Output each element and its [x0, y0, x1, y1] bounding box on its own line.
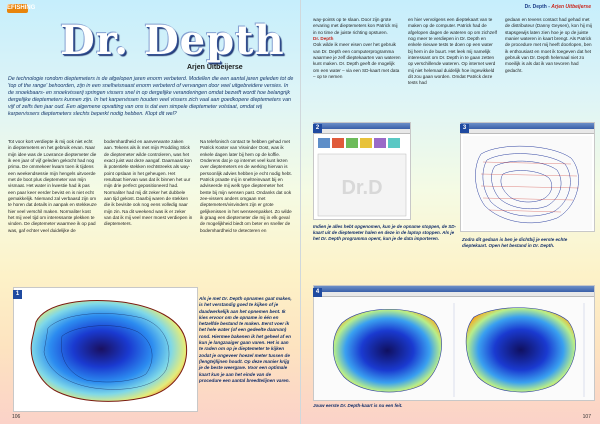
- right-column-3: gedaan en tevens contact had gehad met de distributeur (Danny Geysen), kon hij mij stapsgewijs laten zien hoe je op de juiste manier wateren in kaart brengt. Als Patrick de procedure met mij heeft doorlopen, ben ik enthousiast en moet ik toegeven dat het gebruik van Dr. Depth helemaal niet zo moeilijk is als dat ik van tevoren had gedacht.: [505, 17, 592, 73]
- right-column-1-text-2: Ook wilde ik meer eisen over het gebruik van Dr. Depth een computerprogramma waarmee je zelf dieptekaarten van wateren kunt maken. Dr. Depth geeft de mogelijk om een water – via een SD-kaart met data – op te nemen: [313, 42, 401, 80]
- track-map-image: [461, 134, 594, 232]
- figure-1-depth-map: [13, 287, 198, 412]
- left-column-2: bodemhardheid en aanverwante zaken aan. Tekens als ik met mijn Prodding Stick de dieptemeter wilde controleren, was het exact juist wat deze aangaf. Daarnaast kon ik potentiële stekken rechtstreeks als way-point opslaan in het geheugen. Het resultaat hiervan was dat ik binnen het uur mijn drie perfect gepositioneerd had. Normaliter had mij dit zeker het dubbele aan tijd gekost. Daarbij waren de stekken die ik bevisite ook nog eens volledig naar mijn zin. Na dit weekend was ik er zeker van dat ik mij veel meer moest verdiepen in dieptemeters.: [104, 139, 193, 227]
- left-column-1: Tot voor kort verdiepte ik mij ook niet echt in dieptemeters en het gebruik ervan. Naar mijn idee was de Lowrance dieptemeter die ik een jaar of vijf geleden gekocht had nog prima. De ommekeer kwam toen ik tijdens een weekendsessie mijn hengels uitvoerde met de boot plus dieptemeter van mijn vismaat. Het water in kwestie had ik pas een paar keer eerder bevist en is niet echt gemakkelijk. Niemand zal verbaasd zijn om te horen dat details in aanpak en stekkeuze hier veel verschil maken. Normaliter kost het mij veel tijd om interessante plekken te vinden. De dieptemeter waarmee ik op pad was, gaf echter veel duidelijke de: [8, 139, 97, 233]
- figure-4-number: 4: [313, 288, 322, 297]
- colored-depth-map-image: [314, 297, 594, 401]
- right-page: [300, 0, 600, 424]
- article-byline: Arjen Uitbeijerse: [187, 64, 243, 71]
- figure-2-screenshot: [313, 122, 411, 220]
- figure-2-caption: Indien je alles hebt opgenomen, kun je de opname stoppen, de SD-kaart uit de dieptemeter halen en deze in de laptop stoppen. Als je het Dr. Depth programma opent, kun je de data importeren.: [313, 224, 457, 242]
- svg-text:Dr.D: Dr.D: [341, 177, 383, 199]
- subheading-dr-depth: Dr. Depth: [313, 36, 334, 42]
- running-head: [525, 4, 591, 10]
- article-title: Dr. Depth: [60, 17, 285, 64]
- page-number-left: 106: [12, 414, 21, 420]
- right-column-2: en hier vervolgens een dieptekaart van te maken op de computer. Patrick had de afgelopen dagen de wateren op om zichzelf nog meer te verdiepen in Dr. Depth en enkele nieuwe tests te doen op een water bij hem in de buurt. Het leek mij namelijk interessant om Dr. Depth in te gaan zetten op verschillende wateren. Op internet werd mij niet helemaal duidelijk hoe ingewikkeld dit zou gaan worden. Omdat Patrick deze tests had: [408, 17, 497, 86]
- left-column-3: Na telefonisch contact te hebben gehad met Patrick Koster van Visvinder Oost, was ik enkele dagen later bij hem op de koffie. Onderens dat je op internet veel kunt lezen over dieptemeters en de werking hiervan is persoonlijk advies hebben je echt nodig hebt. Patrick praatte mij in sneltreinvaart bij en adviseerde mij welk type dieptemeter het beste bij mijn wensen past. Ondanks dat ook zee-vissers anders omgaan met dieptemeters/visvinders zijn er grote gelijkenissen in het wenseenpakket. Zo wilde ik graag een dieptemeter die mij in elk geval de mogelijkheid biedt om beter en sneller de bodemhardheid te detecteren en: [200, 139, 292, 233]
- running-head-author: Arjen Uitbeijerse: [551, 4, 591, 10]
- figure-2-number: 2: [313, 124, 322, 133]
- figure-3-number: 3: [460, 124, 469, 133]
- right-column-1: [313, 17, 402, 80]
- depth-map-image: [14, 288, 197, 411]
- figure-4-caption: Jouw eerste Dr. Depth-kaart is nu een feit.: [313, 403, 403, 408]
- figure-4-screenshot: [313, 285, 595, 401]
- figure-3-caption: Zodra dit gedaan is ben je dichtbij je eerste echte dieptekaart. Open het bestand in Dr. Depth.: [462, 237, 568, 249]
- running-head-title: Dr. Depth -: [524, 4, 550, 10]
- magazine-logo: EFISHING: [7, 5, 36, 11]
- right-column-1-text: way-points op te slaan. Door zijn grote ervaring met dieptemeters kon Patrick mij in no time de juiste richting opsturen.: [313, 17, 398, 35]
- page-number-right: 107: [582, 414, 591, 420]
- article-intro: De technologie rondom dieptemeters is de afgelopen jaren enorm verbeterd. Modellen die een aantal jaren geleden tot de 'top of the range' behoorden, zijn in een snelheisnaast enorm verbeterd of vervangen door veel uitgebreidere versies. In de snoekbaars- en snoekvisserij springen vissers snel in op dergelijke veranderingen omdat bezwift wordt hoe belangrijk dergelijke dieptemeters kunnen zijn. In het karpervissen houden veel vissers zich vaal aan goedkopere dieptemeters van vijf of zelfs tien jaar oud. Een algemene opvatting van ons is dat een simpele dieptemeter volstaat, omdat wij karpervissers dieptemeters slechts beperkt nodig hebben. Klopt dit wel?: [8, 76, 294, 118]
- software-toolbar-image: [314, 134, 410, 220]
- figure-1-caption: Als je met Dr. Depth opnames gaat maken, is het verstandig goed te kijken of je daadwerkelijk aan het opnemen bent. Ik kies ervoor om de opname in één en hetzelfde bestand te maken. Eerst voer ik het hele water (of een gedeelte daarvan) rond. Hiermee bakenen ik het geheel af en kun je langzaaiger gaan varen. Het is aan te raden om op je dieptemeter te kijken zodat je ongeveer hoezel meter tussen de (lengte)lijnen houdt. Op deze manier krijg je de beste weergave. Voor een optimale kaart kun je aan het einde van de procedure een aantal breedtelijnen varen.: [199, 296, 292, 383]
- figure-1-number: 1: [13, 290, 22, 299]
- figure-3-screenshot: [460, 122, 595, 232]
